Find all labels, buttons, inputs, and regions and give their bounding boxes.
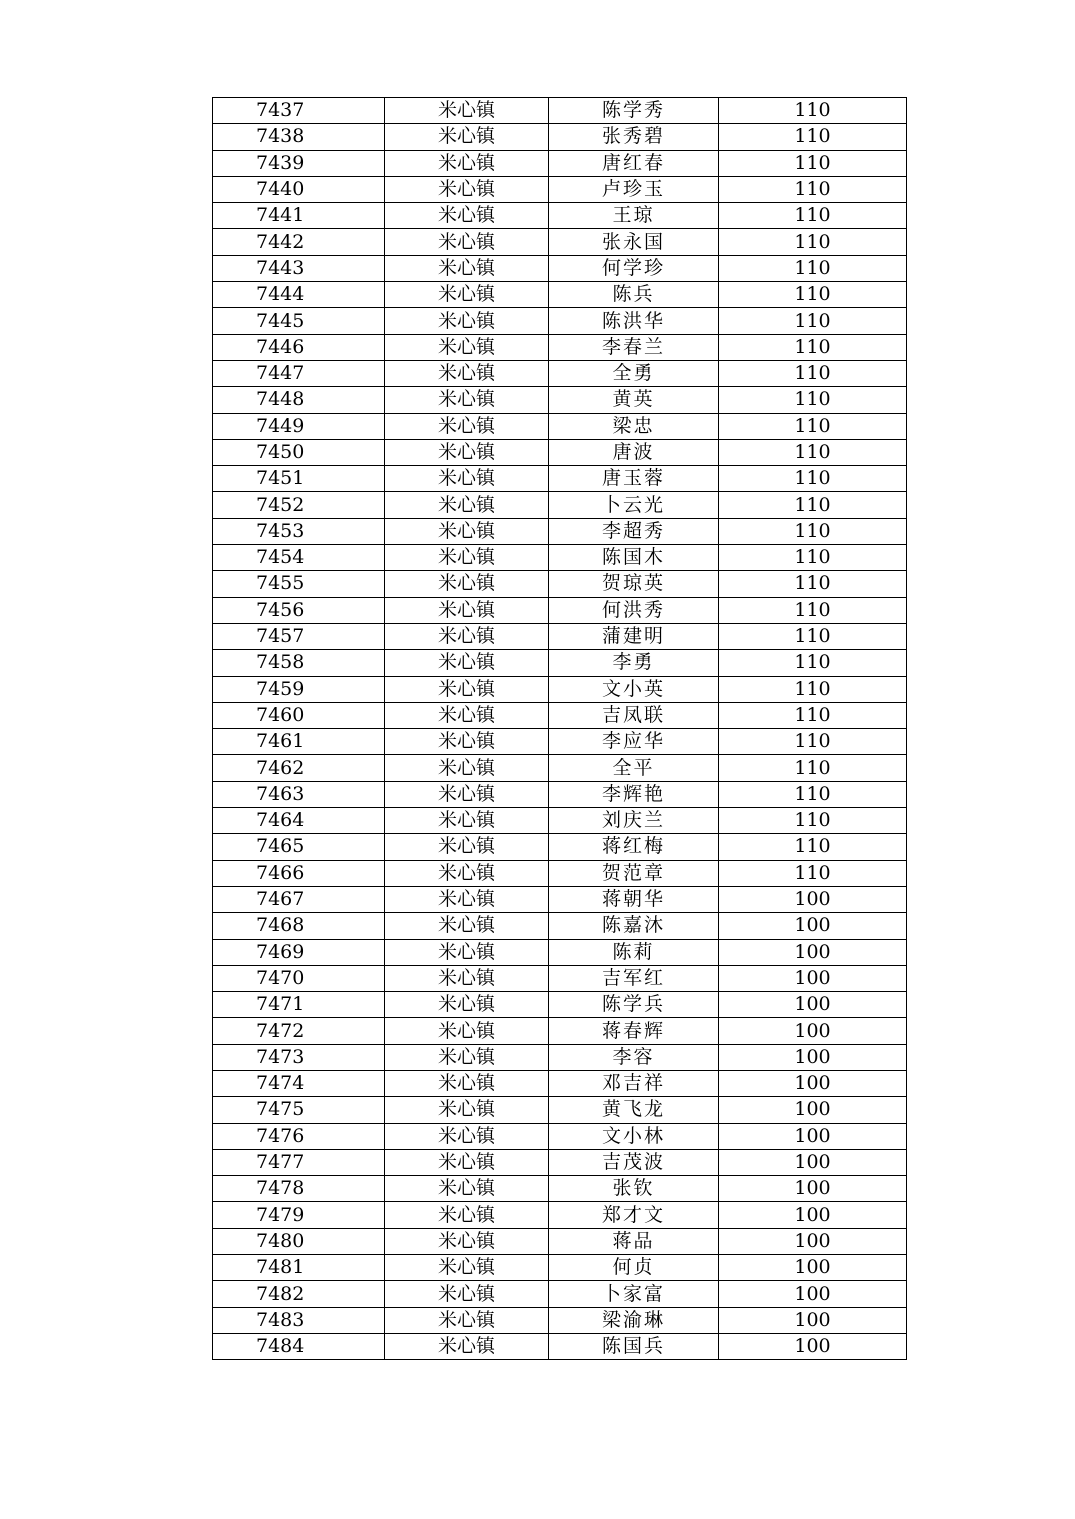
person-name-cell: 李辉艳 [549, 781, 719, 807]
amount-cell: 100 [719, 1176, 907, 1202]
serial-number-cell: 7481 [213, 1255, 385, 1281]
town-cell: 米心镇 [385, 1202, 549, 1228]
town-cell: 米心镇 [385, 387, 549, 413]
amount-cell: 110 [719, 518, 907, 544]
town-cell: 米心镇 [385, 255, 549, 281]
table-row [213, 1176, 907, 1202]
amount-cell: 100 [719, 886, 907, 912]
person-name-cell: 刘庆兰 [549, 808, 719, 834]
amount-cell: 110 [719, 808, 907, 834]
table-row [213, 1044, 907, 1070]
amount-cell: 100 [719, 1228, 907, 1254]
serial-number-cell: 7483 [213, 1307, 385, 1333]
person-name-cell: 蒋春辉 [549, 1018, 719, 1044]
serial-number-cell: 7450 [213, 439, 385, 465]
serial-number-cell: 7437 [213, 98, 385, 124]
serial-number-cell: 7455 [213, 571, 385, 597]
serial-number-cell: 7461 [213, 729, 385, 755]
table-row [213, 1123, 907, 1149]
table-row [213, 676, 907, 702]
table-row [213, 334, 907, 360]
person-name-cell: 何贞 [549, 1255, 719, 1281]
person-name-cell: 文小英 [549, 676, 719, 702]
serial-number-cell: 7484 [213, 1333, 385, 1359]
table-row [213, 597, 907, 623]
serial-number-cell: 7460 [213, 702, 385, 728]
serial-number-cell: 7446 [213, 334, 385, 360]
serial-number-cell: 7452 [213, 492, 385, 518]
person-name-cell: 全平 [549, 755, 719, 781]
amount-cell: 110 [719, 623, 907, 649]
table-row [213, 439, 907, 465]
amount-cell: 100 [719, 992, 907, 1018]
table-row [213, 781, 907, 807]
town-cell: 米心镇 [385, 965, 549, 991]
person-name-cell: 蒋朝华 [549, 886, 719, 912]
amount-cell: 110 [719, 650, 907, 676]
person-name-cell: 黄飞龙 [549, 1097, 719, 1123]
serial-number-cell: 7454 [213, 545, 385, 571]
table-row [213, 176, 907, 202]
table-row [213, 571, 907, 597]
serial-number-cell: 7438 [213, 124, 385, 150]
serial-number-cell: 7473 [213, 1044, 385, 1070]
table-row [213, 1202, 907, 1228]
amount-cell: 110 [719, 676, 907, 702]
table-row [213, 965, 907, 991]
amount-cell: 100 [719, 1149, 907, 1175]
serial-number-cell: 7462 [213, 755, 385, 781]
table-row [213, 1281, 907, 1307]
serial-number-cell: 7449 [213, 413, 385, 439]
amount-cell: 100 [719, 1070, 907, 1096]
table-row [213, 992, 907, 1018]
serial-number-cell: 7439 [213, 150, 385, 176]
amount-cell: 100 [719, 1281, 907, 1307]
person-name-cell: 李春兰 [549, 334, 719, 360]
amount-cell: 110 [719, 597, 907, 623]
serial-number-cell: 7447 [213, 360, 385, 386]
town-cell: 米心镇 [385, 913, 549, 939]
person-name-cell: 陈莉 [549, 939, 719, 965]
town-cell: 米心镇 [385, 1097, 549, 1123]
serial-number-cell: 7467 [213, 886, 385, 912]
amount-cell: 110 [719, 255, 907, 281]
town-cell: 米心镇 [385, 334, 549, 360]
town-cell: 米心镇 [385, 1255, 549, 1281]
town-cell: 米心镇 [385, 360, 549, 386]
amount-cell: 100 [719, 1255, 907, 1281]
town-cell: 米心镇 [385, 623, 549, 649]
town-cell: 米心镇 [385, 571, 549, 597]
person-name-cell: 黄英 [549, 387, 719, 413]
amount-cell: 100 [719, 1333, 907, 1359]
table-row [213, 1307, 907, 1333]
amount-cell: 110 [719, 360, 907, 386]
person-name-cell: 陈兵 [549, 282, 719, 308]
table-row [213, 98, 907, 124]
person-name-cell: 何学珍 [549, 255, 719, 281]
person-name-cell: 蒋红梅 [549, 834, 719, 860]
town-cell: 米心镇 [385, 886, 549, 912]
town-cell: 米心镇 [385, 98, 549, 124]
person-name-cell: 唐玉蓉 [549, 466, 719, 492]
person-name-cell: 邓吉祥 [549, 1070, 719, 1096]
amount-cell: 110 [719, 834, 907, 860]
person-name-cell: 陈洪华 [549, 308, 719, 334]
serial-number-cell: 7474 [213, 1070, 385, 1096]
table-row [213, 834, 907, 860]
amount-cell: 110 [719, 781, 907, 807]
table-row [213, 282, 907, 308]
town-cell: 米心镇 [385, 729, 549, 755]
table-row [213, 1228, 907, 1254]
town-cell: 米心镇 [385, 492, 549, 518]
town-cell: 米心镇 [385, 755, 549, 781]
person-name-cell: 吉凤联 [549, 702, 719, 728]
table-row [213, 939, 907, 965]
serial-number-cell: 7465 [213, 834, 385, 860]
serial-number-cell: 7478 [213, 1176, 385, 1202]
person-name-cell: 张永国 [549, 229, 719, 255]
person-name-cell: 全勇 [549, 360, 719, 386]
serial-number-cell: 7445 [213, 308, 385, 334]
person-name-cell: 卜云光 [549, 492, 719, 518]
town-cell: 米心镇 [385, 834, 549, 860]
table-row [213, 729, 907, 755]
table-row [213, 623, 907, 649]
town-cell: 米心镇 [385, 992, 549, 1018]
serial-number-cell: 7479 [213, 1202, 385, 1228]
town-cell: 米心镇 [385, 676, 549, 702]
person-name-cell: 贺范章 [549, 860, 719, 886]
town-cell: 米心镇 [385, 1018, 549, 1044]
serial-number-cell: 7444 [213, 282, 385, 308]
town-cell: 米心镇 [385, 203, 549, 229]
person-name-cell: 李应华 [549, 729, 719, 755]
town-cell: 米心镇 [385, 413, 549, 439]
town-cell: 米心镇 [385, 1044, 549, 1070]
serial-number-cell: 7468 [213, 913, 385, 939]
amount-cell: 110 [719, 413, 907, 439]
amount-cell: 100 [719, 965, 907, 991]
town-cell: 米心镇 [385, 1281, 549, 1307]
table-row [213, 860, 907, 886]
person-name-cell: 陈嘉沐 [549, 913, 719, 939]
amount-cell: 110 [719, 755, 907, 781]
table-row [213, 413, 907, 439]
serial-number-cell: 7442 [213, 229, 385, 255]
serial-number-cell: 7469 [213, 939, 385, 965]
town-cell: 米心镇 [385, 1070, 549, 1096]
table-row [213, 124, 907, 150]
town-cell: 米心镇 [385, 124, 549, 150]
town-cell: 米心镇 [385, 518, 549, 544]
serial-number-cell: 7456 [213, 597, 385, 623]
table-row [213, 203, 907, 229]
town-cell: 米心镇 [385, 1176, 549, 1202]
person-name-cell: 张秀碧 [549, 124, 719, 150]
table-row [213, 702, 907, 728]
town-cell: 米心镇 [385, 1228, 549, 1254]
amount-cell: 110 [719, 729, 907, 755]
person-name-cell: 陈学秀 [549, 98, 719, 124]
serial-number-cell: 7471 [213, 992, 385, 1018]
town-cell: 米心镇 [385, 308, 549, 334]
serial-number-cell: 7448 [213, 387, 385, 413]
person-name-cell: 贺琼英 [549, 571, 719, 597]
amount-cell: 100 [719, 1044, 907, 1070]
serial-number-cell: 7476 [213, 1123, 385, 1149]
amount-cell: 110 [719, 308, 907, 334]
person-name-cell: 蒲建明 [549, 623, 719, 649]
serial-number-cell: 7443 [213, 255, 385, 281]
amount-cell: 110 [719, 124, 907, 150]
table-row [213, 755, 907, 781]
serial-number-cell: 7480 [213, 1228, 385, 1254]
amount-cell: 110 [719, 439, 907, 465]
town-cell: 米心镇 [385, 1307, 549, 1333]
person-name-cell: 李超秀 [549, 518, 719, 544]
person-name-cell: 吉茂波 [549, 1149, 719, 1175]
town-cell: 米心镇 [385, 150, 549, 176]
table-row [213, 308, 907, 334]
table-row [213, 1097, 907, 1123]
serial-number-cell: 7458 [213, 650, 385, 676]
person-name-cell: 何洪秀 [549, 597, 719, 623]
person-name-cell: 张钦 [549, 1176, 719, 1202]
town-cell: 米心镇 [385, 939, 549, 965]
town-cell: 米心镇 [385, 597, 549, 623]
town-cell: 米心镇 [385, 466, 549, 492]
person-name-cell: 卜家富 [549, 1281, 719, 1307]
person-name-cell: 陈学兵 [549, 992, 719, 1018]
person-name-cell: 蒋品 [549, 1228, 719, 1254]
amount-cell: 100 [719, 913, 907, 939]
amount-cell: 100 [719, 1202, 907, 1228]
table-row [213, 1149, 907, 1175]
table-row [213, 229, 907, 255]
person-name-cell: 李容 [549, 1044, 719, 1070]
serial-number-cell: 7472 [213, 1018, 385, 1044]
table-row [213, 518, 907, 544]
table-row [213, 492, 907, 518]
amount-cell: 100 [719, 1307, 907, 1333]
amount-cell: 110 [719, 466, 907, 492]
person-name-cell: 梁忠 [549, 413, 719, 439]
person-name-cell: 吉军红 [549, 965, 719, 991]
amount-cell: 110 [719, 860, 907, 886]
table-row [213, 360, 907, 386]
person-name-cell: 陈国兵 [549, 1333, 719, 1359]
town-cell: 米心镇 [385, 229, 549, 255]
table-row [213, 466, 907, 492]
amount-cell: 110 [719, 545, 907, 571]
amount-cell: 110 [719, 98, 907, 124]
amount-cell: 110 [719, 176, 907, 202]
amount-cell: 110 [719, 203, 907, 229]
serial-number-cell: 7451 [213, 466, 385, 492]
serial-number-cell: 7463 [213, 781, 385, 807]
table-row [213, 1255, 907, 1281]
person-name-cell: 陈国木 [549, 545, 719, 571]
table-row [213, 387, 907, 413]
town-cell: 米心镇 [385, 860, 549, 886]
person-name-cell: 唐红春 [549, 150, 719, 176]
town-cell: 米心镇 [385, 702, 549, 728]
town-cell: 米心镇 [385, 439, 549, 465]
serial-number-cell: 7470 [213, 965, 385, 991]
serial-number-cell: 7477 [213, 1149, 385, 1175]
town-cell: 米心镇 [385, 650, 549, 676]
table-row [213, 255, 907, 281]
town-cell: 米心镇 [385, 1123, 549, 1149]
roster-table [212, 97, 907, 1360]
amount-cell: 110 [719, 334, 907, 360]
serial-number-cell: 7475 [213, 1097, 385, 1123]
table-row [213, 650, 907, 676]
person-name-cell: 王琼 [549, 203, 719, 229]
amount-cell: 110 [719, 387, 907, 413]
serial-number-cell: 7441 [213, 203, 385, 229]
table-row [213, 1018, 907, 1044]
serial-number-cell: 7440 [213, 176, 385, 202]
amount-cell: 100 [719, 1018, 907, 1044]
table-row [213, 150, 907, 176]
person-name-cell: 郑才文 [549, 1202, 719, 1228]
person-name-cell: 唐波 [549, 439, 719, 465]
roster-table-body [213, 98, 907, 1360]
table-row [213, 545, 907, 571]
serial-number-cell: 7457 [213, 623, 385, 649]
town-cell: 米心镇 [385, 282, 549, 308]
table-row [213, 886, 907, 912]
serial-number-cell: 7482 [213, 1281, 385, 1307]
town-cell: 米心镇 [385, 1149, 549, 1175]
town-cell: 米心镇 [385, 808, 549, 834]
amount-cell: 100 [719, 939, 907, 965]
serial-number-cell: 7464 [213, 808, 385, 834]
person-name-cell: 李勇 [549, 650, 719, 676]
person-name-cell: 梁渝琳 [549, 1307, 719, 1333]
person-name-cell: 文小林 [549, 1123, 719, 1149]
serial-number-cell: 7453 [213, 518, 385, 544]
table-row [213, 1070, 907, 1096]
amount-cell: 110 [719, 150, 907, 176]
amount-cell: 100 [719, 1097, 907, 1123]
serial-number-cell: 7466 [213, 860, 385, 886]
person-name-cell: 卢珍玉 [549, 176, 719, 202]
serial-number-cell: 7459 [213, 676, 385, 702]
town-cell: 米心镇 [385, 545, 549, 571]
table-row [213, 1333, 907, 1359]
town-cell: 米心镇 [385, 1333, 549, 1359]
town-cell: 米心镇 [385, 781, 549, 807]
amount-cell: 110 [719, 229, 907, 255]
amount-cell: 110 [719, 492, 907, 518]
amount-cell: 110 [719, 571, 907, 597]
table-row [213, 913, 907, 939]
town-cell: 米心镇 [385, 176, 549, 202]
amount-cell: 110 [719, 702, 907, 728]
table-row [213, 808, 907, 834]
amount-cell: 110 [719, 282, 907, 308]
amount-cell: 100 [719, 1123, 907, 1149]
